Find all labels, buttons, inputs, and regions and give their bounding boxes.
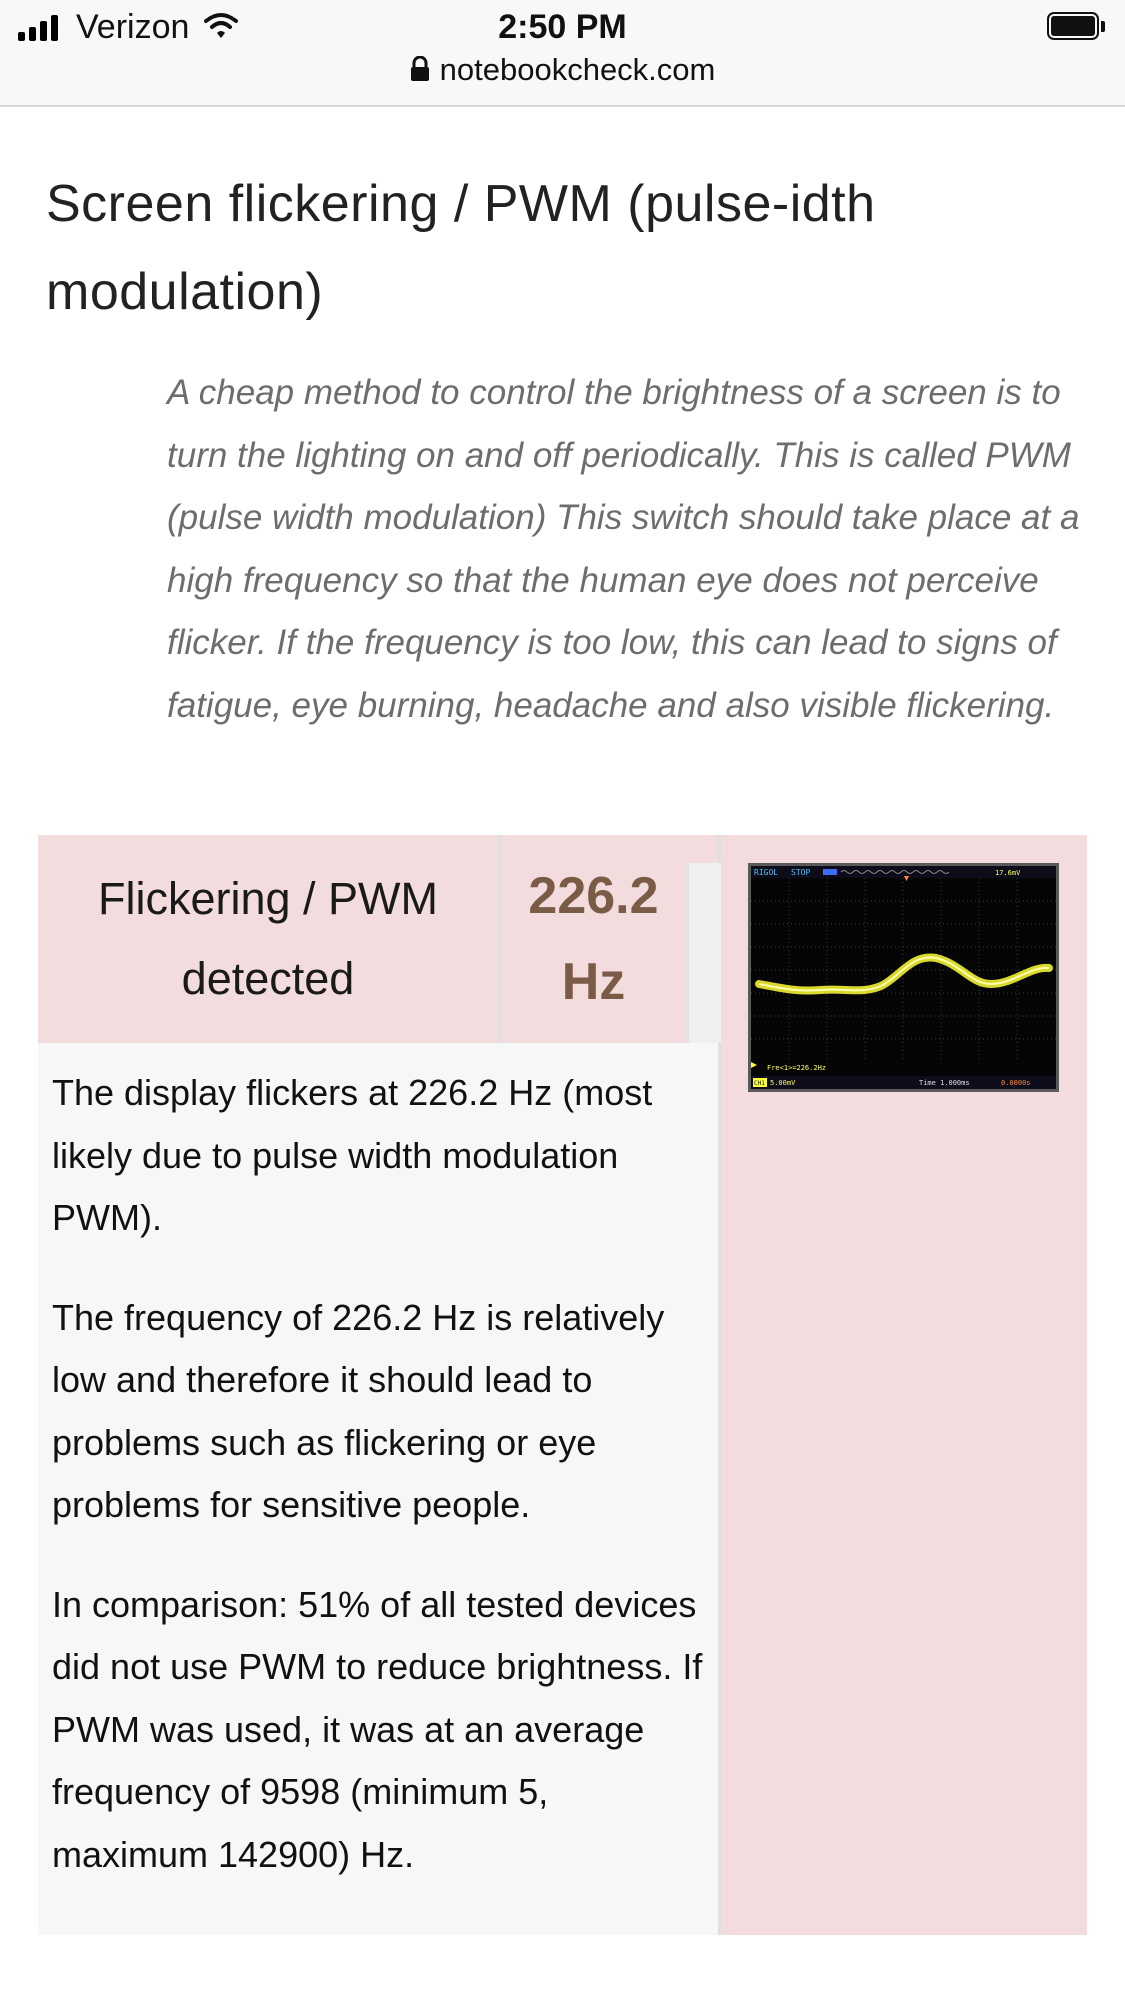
scope-time: Time 1.000ms — [919, 1079, 970, 1087]
scope-trigger: 17.6mV — [995, 869, 1021, 877]
scope-frequency: Fre<1>=226.2Hz — [767, 1064, 827, 1072]
scope-volts: 5.00mV — [770, 1079, 796, 1087]
carrier-name: Verizon — [76, 8, 190, 46]
cell-spacer-top — [686, 835, 718, 863]
url-text: notebookcheck.com — [439, 52, 716, 87]
pwm-intro-text: A cheap method to control the brightness of a screen is to turn the lighting on and off periodically. This is called PWM (pulse width modulation) This switch should take place at a high frequency so that the human eye does not perceive flicker. If the frequency is too low, this can lead to signs of fatigue, eye burning, headache and also visible flickering. — [167, 373, 1080, 725]
description-paragraph: In comparison: 51% of all tested devices did not use PWM to reduce brightness. If PWM was used, it was at an average frequency of 9598 (minimum 5, maximum 142900) Hz. — [52, 1583, 703, 1875]
ios-status-bar — [0, 0, 1125, 107]
clock: 2:50 PM — [498, 8, 627, 46]
description-paragraph: The display flickers at 226.2 Hz (most likely due to pulse width modulation PWM). — [52, 1072, 653, 1238]
scope-channel: CH1 — [754, 1080, 765, 1087]
scope-offset: 0.0000s — [1001, 1079, 1031, 1087]
lock-icon — [410, 54, 430, 90]
scope-brand: RIGOL — [754, 868, 779, 877]
pwm-description — [52, 1062, 712, 1923]
pwm-label-cell: Flickering / PWM detected — [38, 835, 501, 1043]
pwm-value-cell: 226.2 Hz — [501, 835, 686, 1043]
cell-spacer — [686, 863, 721, 1043]
address-bar[interactable] — [0, 52, 1125, 90]
scope-state: STOP — [791, 868, 811, 877]
battery-icon — [1047, 12, 1107, 42]
oscilloscope-screenshot[interactable] — [748, 863, 1059, 1092]
section-title: Screen flickering / PWM (pulse-idth modulation) — [46, 175, 876, 321]
description-paragraph: The frequency of 226.2 Hz is relatively low and therefore it should lead to problems such as flickering or eye problems for sensitive people. — [52, 1296, 665, 1525]
